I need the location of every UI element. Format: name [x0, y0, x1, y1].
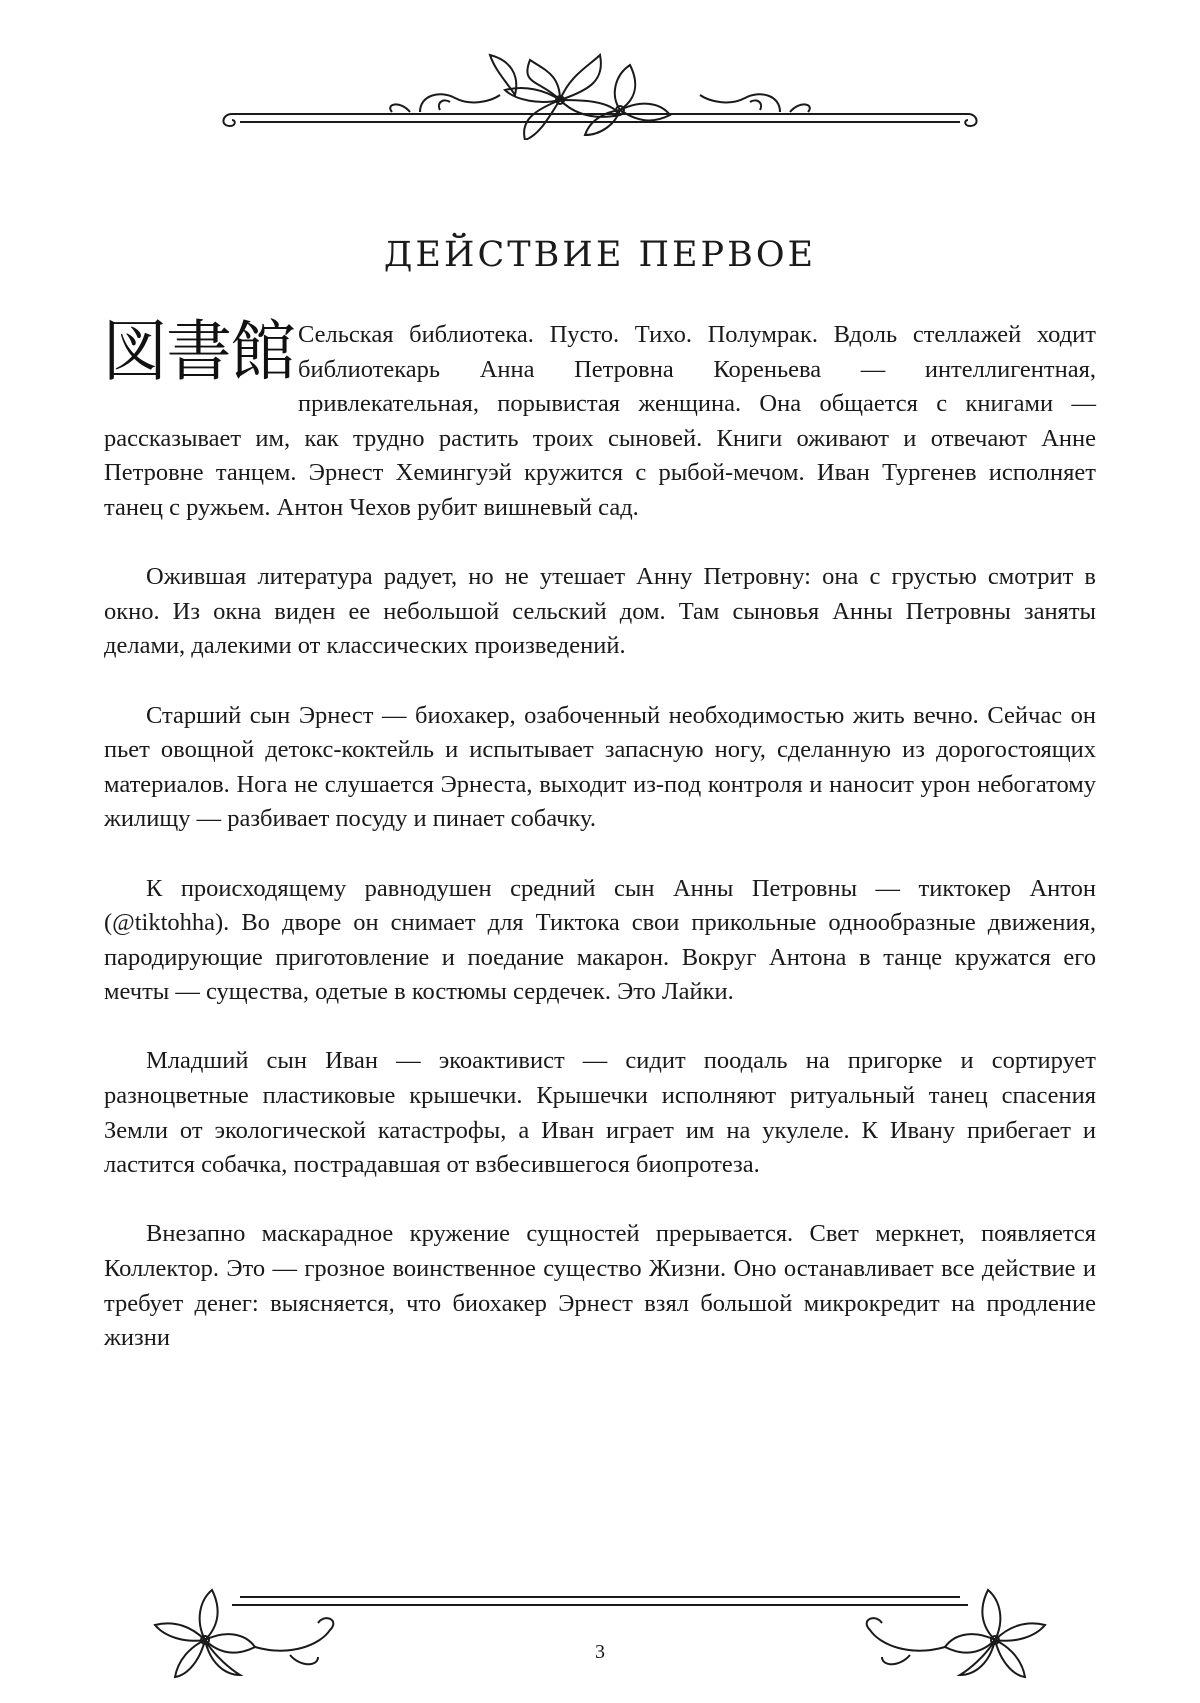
body-text — [102, 313, 1096, 1390]
paragraph-3: Старший сын Эрнест — биохакер, озабоченный необходимостью жить вечно. Сейчас он пьет овощной детокс-коктейль и испытывает запасную ногу, сделанную из дорогостоящих материалов. Нога не слушается Эрнеста, выходит из-под контроля и наносит урон небогатому жилищу — разбивает посуду и пинает собачку. — [104, 701, 1096, 833]
paragraph-2: Ожившая литература радует, но не утешает Анну Петровну: она с грустью смотрит в окно. Из окна виден ее небольшой сельский дом. Там сыновья Анны Петровны заняты делами, далекими от классических произведений. — [104, 563, 1096, 660]
paragraph-6: Внезапно маскарадное кружение сущностей прерывается. Свет меркнет, появляется Коллектор. Это — грозное воинственное существо Жизни. Оно останавливает все действие и требует денег: выясняется, что биохакер Эрнест взял большой микрокредит на продление жизни — [104, 1220, 1096, 1352]
top-floral-ornament — [0, 40, 1200, 140]
chapter-heading: ДЕЙСТВИЕ ПЕРВОЕ — [383, 235, 817, 275]
paragraph-4: К происходящему равнодушен средний сын Анны Петровны — тиктокер Антон (@tiktohha). Во дворе он снимает для Тиктока свои прикольные однообразные движения, пародирующие приготовление и поедание макарон. Вокруг Антона в танце кружатся его мечты — существа, одетые в костюмы сердечек. Это Лайки. — [104, 874, 1096, 1006]
kanji-dropcap: 図書館 — [102, 313, 294, 390]
page-number: 3 — [595, 1641, 605, 1663]
paragraph-1: 図書館 Сельская библиотека. Пусто. Тихо. Полумрак. Вдоль стеллажей ходит библиотекарь Анна Петровна Кореньева — интеллигентная, привлекательная, порывистая женщина. Она общается с книгами — рассказывает им, как трудно растить троих сыновей. Книги оживают и отвечают Анне Петровне танцем. Эрнест Хемингуэй кружится с рыбой-мечом. Иван Тургенев исполняет танец с ружьем. Антон Чехов рубит вишневый сад. — [102, 313, 1096, 521]
paragraph-5: Младший сын Иван — экоактивист — сидит поодаль на пригорке и сортирует разноцветные пластиковые крышечки. Крышечки исполняют ритуальный танец спасения Земли от экологической катастрофы, а Иван играет им на укулеле. К Ивану прибегает и ластится собачка, пострадавшая от взбесившегося биопротеза. — [104, 1047, 1096, 1179]
bottom-floral-ornament — [0, 1575, 1200, 1685]
